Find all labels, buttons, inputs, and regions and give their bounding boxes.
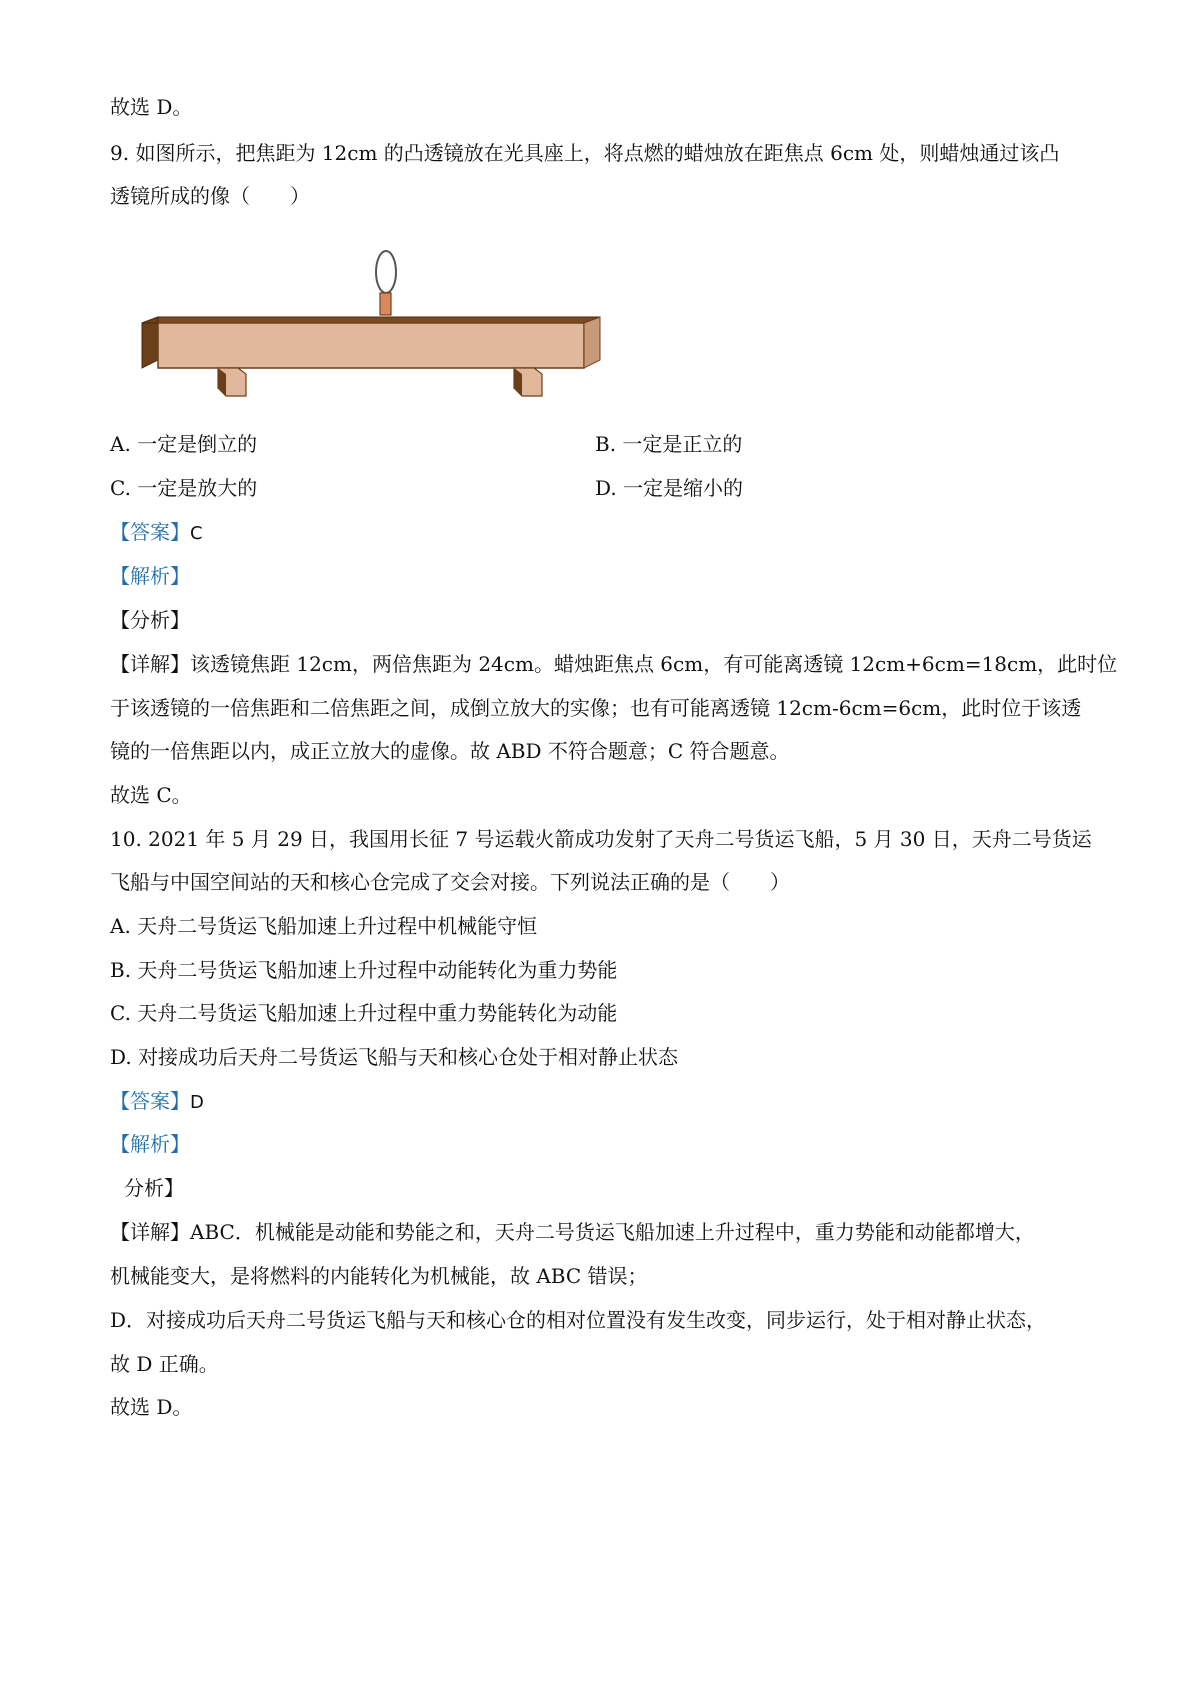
q9-fenxi-tag: 【分析】: [110, 608, 190, 632]
optical-bench-figure: [138, 250, 608, 410]
detail-text: 该透镜焦距 12cm，两倍焦距为 24cm。蜡烛距焦点 6cm，有可能离透镜 12cm+6cm=18cm，此时位: [190, 652, 1118, 676]
answer-value: D: [190, 1092, 204, 1113]
q9-option-d: D. 一定是缩小的: [595, 476, 744, 500]
answer-tag: 【答案】: [110, 1089, 190, 1113]
q9-jiexi-tag: 【解析】: [110, 564, 190, 588]
q10-option-a: A. 天舟二号货运飞船加速上升过程中机械能守恒: [110, 914, 538, 938]
q9-stem-line2: 透镜所成的像（ ）: [110, 184, 310, 208]
q10-answer: [110, 1087, 204, 1117]
q10-conclusion: 故选 D。: [110, 1395, 193, 1419]
q9-stem-line1: 9. 如图所示，把焦距为 12cm 的凸透镜放在光具座上，将点燃的蜡烛放在距焦点 6cm 处，则蜡烛通过该凸: [110, 141, 1060, 165]
detail-tag: 【详解】: [110, 652, 190, 676]
q10-option-d: D. 对接成功后天舟二号货运飞船与天和核心仓处于相对静止状态: [110, 1045, 679, 1069]
q9-conclusion: 故选 C。: [110, 783, 192, 807]
q10-stem-line2: 飞船与中国空间站的天和核心仓完成了交会对接。下列说法正确的是（ ）: [110, 870, 790, 894]
bench-front: [158, 323, 584, 368]
q10-option-b: B. 天舟二号货运飞船加速上升过程中动能转化为重力势能: [110, 958, 618, 982]
candle-icon: [380, 293, 391, 315]
bench-top: [142, 317, 600, 323]
q10-option-c: C. 天舟二号货运飞船加速上升过程中重力势能转化为动能: [110, 1001, 618, 1025]
q10-detail-line4: 故 D 正确。: [110, 1352, 219, 1376]
q9-detail-line1: [110, 650, 1117, 678]
answer-value: C: [190, 523, 203, 544]
q9-option-b: B. 一定是正立的: [595, 432, 743, 456]
q9-answer: [110, 518, 203, 548]
q10-jiexi-tag: 【解析】: [110, 1132, 190, 1156]
detail-text: ABC．机械能是动能和势能之和，天舟二号货运飞船加速上升过程中，重力势能和动能都增大，: [190, 1220, 1035, 1244]
q9-detail-line2: 于该透镜的一倍焦距和二倍焦距之间，成倒立放大的实像；也有可能离透镜 12cm-6cm=6cm，此时位于该透: [110, 696, 1082, 720]
lens-ring-icon: [376, 251, 396, 293]
q10-detail-line3: D．对接成功后天舟二号货运飞船与天和核心仓的相对位置没有发生改变，同步运行，处于相对静止状态，: [110, 1308, 1047, 1332]
answer-tag: 【答案】: [110, 520, 190, 544]
q10-detail-line2: 机械能变大，是将燃料的内能转化为机械能，故 ABC 错误；: [110, 1264, 648, 1288]
q8-conclusion: 故选 D。: [110, 95, 193, 119]
q9-option-a: A. 一定是倒立的: [110, 432, 258, 456]
q9-detail-line3: 镜的一倍焦距以内，成正立放大的虚像。故 ABD 不符合题意；C 符合题意。: [110, 739, 790, 763]
q9-option-c: C. 一定是放大的: [110, 476, 258, 500]
detail-tag: 【详解】: [110, 1220, 190, 1244]
q10-detail-line1: [110, 1218, 1035, 1246]
q10-fenxi-tag: 分析】: [124, 1176, 184, 1200]
q10-stem-line1: 10. 2021 年 5 月 29 日，我国用长征 7 号运载火箭成功发射了天舟二号货运飞船，5 月 30 日，天舟二号货运: [110, 827, 1092, 851]
